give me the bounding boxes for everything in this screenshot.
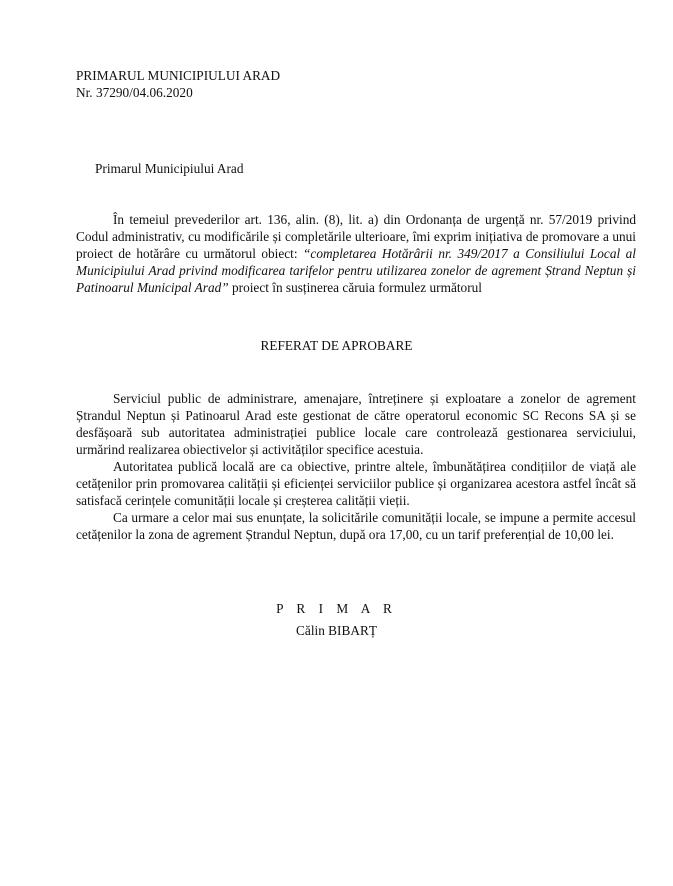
- signature-name: Călin BIBARȚ: [296, 623, 377, 638]
- intro-lead: În temeiul prevederilor art. 136, alin. (8), lit. a) din Ordonanța de urgență nr. 57/2019 privind Codul administrativ, cu modificările și completările ulterioare, îmi exprim inițiativa de promovare a unui proiect de hotărâre cu următorul obiect:: [76, 212, 636, 261]
- intro-paragraph: [76, 211, 636, 296]
- intro-tail: proiect în susținerea căruia formulez următorul: [228, 280, 482, 295]
- signature-block: [0, 598, 673, 642]
- institution-name: PRIMARUL MUNICIPIULUI ARAD: [76, 68, 281, 83]
- intro-object-quote: “completarea Hotărârii nr. 349/2017 a Consiliului Local al Municipiului Arad privind modificarea tarifelor pentru utilizarea zonelor de agrement Ștrand Neptun și Patinoarul Municipal Arad”: [76, 246, 636, 295]
- signature-role: P R I M A R: [276, 601, 397, 616]
- body-paragraph: Ca urmare a celor mai sus enunțate, la solicitările comunității locale, se impune a permite accesul cetățenilor la zona de agrement Ștrandul Neptun, după ora 17,00, cu un tarif preferențial de 10,00 lei.: [76, 510, 636, 542]
- document-body: [76, 390, 636, 543]
- document-title: REFERAT DE APROBARE: [260, 338, 413, 353]
- body-paragraph: Serviciul public de administrare, amenajare, întreținere și exploatare a zonelor de agrement Ștrandul Neptun și Patinoarul Arad este gestionat de către operatorul economic SC Recons SA și se desfășoară sub autoritatea administrației publice locale care controlează gestionarea serviciului, urmărind realizarea obiectivelor și activităților specifice acestuia.: [76, 391, 636, 457]
- registration-number: Nr. 37290/04.06.2020: [76, 85, 193, 100]
- body-paragraph: Autoritatea publică locală are ca obiective, printre altele, îmbunătățirea condițiilor de viață ale cetățenilor prin promovarea calității și eficienței serviciilor publice și organizarea acestora astfel încât să satisfacă cerințele comunității locale și creșterea calității vieții.: [76, 459, 636, 508]
- addressee: Primarul Municipiului Arad: [95, 161, 244, 176]
- document-header: [76, 67, 280, 101]
